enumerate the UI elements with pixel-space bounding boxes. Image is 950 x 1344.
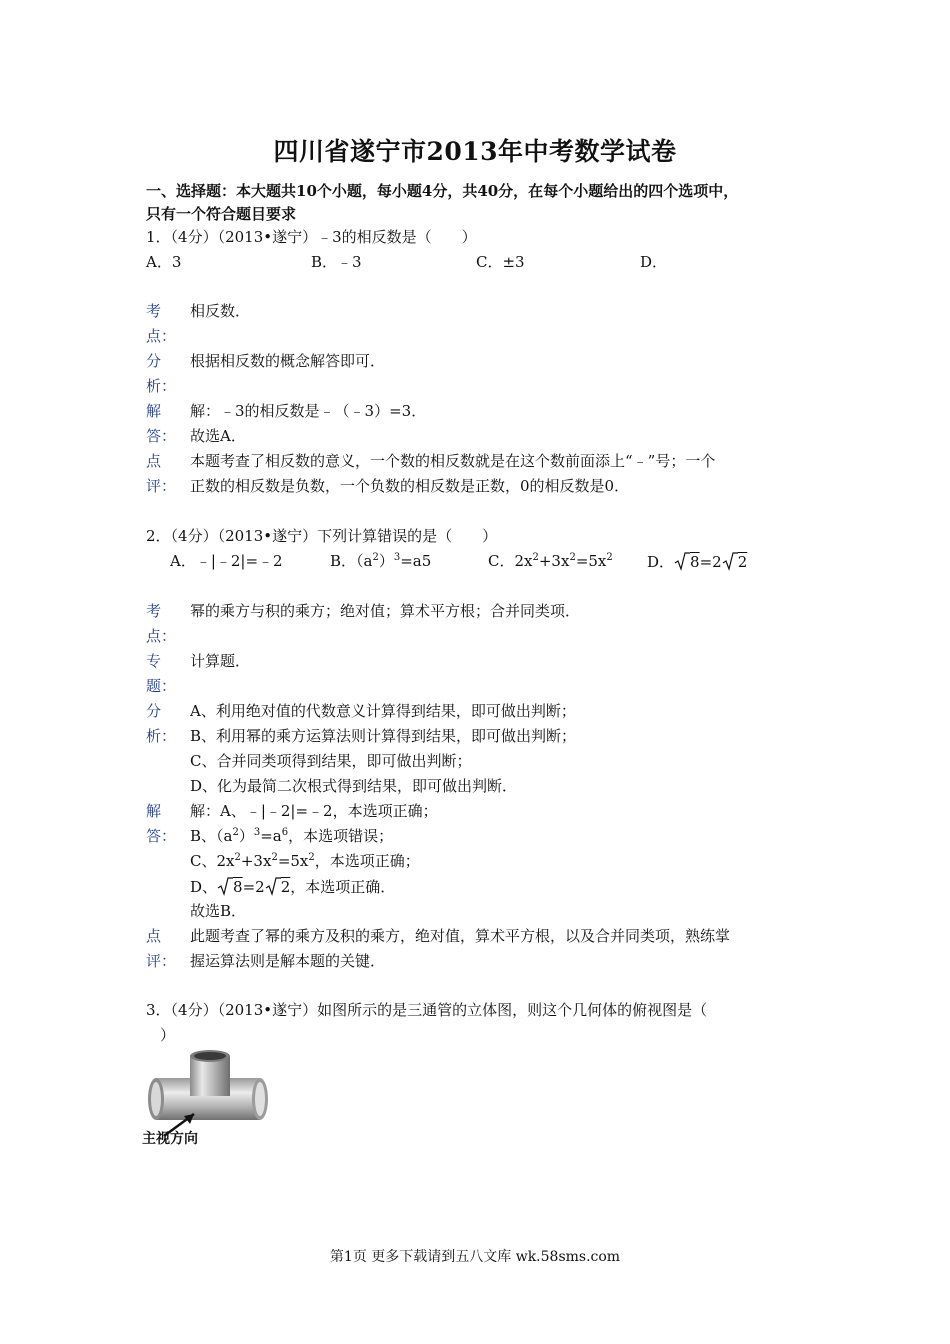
q2-label-zhuanti-2: 题： <box>146 677 177 695</box>
q2-stem: 2．（4分）（2013•遂宁）下列计算错误的是（ ） <box>146 527 498 545</box>
q2-option-d: D． 8=2 2 <box>647 553 748 571</box>
figure-caption: 主视方向 <box>142 1131 198 1147</box>
q2-fenxi-line3: C、合并同类项得到结果，即可做出判断； <box>190 752 472 770</box>
q2-dianping-line1: 此题考查了幂的乘方及积的乘方，绝对值，算术平方根，以及合并同类项，熟练掌 <box>190 927 731 945</box>
q1-kaodian: 相反数． <box>190 302 251 320</box>
sqrt-symbol-icon <box>674 551 690 571</box>
q1-option-a: A．3 <box>146 253 182 271</box>
page-footer: 第1页 更多下载请到五八文库 wk.58sms.com <box>329 1249 621 1265</box>
q1-label-dianping-2: 评： <box>146 477 177 495</box>
q2-zhuanti: 计算题． <box>190 652 251 670</box>
q1-label-kaodian-2: 点： <box>146 327 177 345</box>
page-title: 四川省遂宁市2013年中考数学试卷 <box>273 137 677 166</box>
sqrt-symbol-icon <box>217 876 233 896</box>
q1-option-d: D． <box>640 253 668 271</box>
q2-jieda-line3: C、$2x^2+3x^2=5x^2$，本选项正确； <box>190 852 420 870</box>
q2-label-dianping-2: 评： <box>146 952 177 970</box>
q1-dianping-line1: 本题考查了相反数的意义，一个数的相反数就是在这个数前面添上“﹣”号；一个 <box>190 452 716 470</box>
q2-option-b: B．$(a^2)^3=a5$ <box>330 552 432 570</box>
section-heading-line2: 只有一个符合题目要求 <box>146 205 297 223</box>
q1-option-b: B．﹣3 <box>311 253 362 271</box>
q3-stem-line1: 3．（4分）（2013•遂宁）如图所示的是三通管的立体图，则这个几何体的俯视图是（ <box>146 1001 708 1019</box>
q2-fenxi-line1: A、利用绝对值的代数意义计算得到结果，即可做出判断； <box>190 702 576 720</box>
q2-jieda-line5: 故选B． <box>190 902 247 920</box>
tee-pipe-figure <box>142 1048 272 1152</box>
q2-kaodian: 幂的乘方与积的乘方；绝对值；算术平方根；合并同类项． <box>190 602 581 620</box>
q2-fenxi-line4: D、化为最简二次根式得到结果，即可做出判断． <box>190 777 518 795</box>
q1-option-c: C．±3 <box>476 253 525 271</box>
q2-jieda-line2: B、$(a^2)^3=a^6$，本选项错误； <box>190 827 394 845</box>
sqrt-symbol-icon <box>722 551 738 571</box>
q2-label-jieda-1: 解 <box>146 802 162 820</box>
q2-jieda-line4: D、 8=2 2，本选项正确． <box>190 878 396 896</box>
q1-label-kaodian-1: 考 <box>146 302 162 320</box>
q1-label-jieda-2: 答： <box>146 427 177 445</box>
q1-dianping-line2: 正数的相反数是负数，一个负数的相反数是正数，0的相反数是0． <box>190 477 630 495</box>
q2-jieda-line1: 解：A、﹣|﹣2|=﹣2，本选项正确； <box>190 802 438 820</box>
q1-label-fenxi-1: 分 <box>146 352 162 370</box>
q2-label-fenxi-1: 分 <box>146 702 162 720</box>
q2-label-jieda-2: 答： <box>146 827 177 845</box>
q2-label-kaodian-2: 点： <box>146 627 177 645</box>
q2-dianping-line2: 握运算法则是解本题的关键． <box>190 952 386 970</box>
q1-stem: 1．（4分）（2013•遂宁）﹣3的相反数是（ ） <box>146 228 477 246</box>
sqrt-symbol-icon <box>265 876 281 896</box>
q1-label-jieda-1: 解 <box>146 402 162 420</box>
q1-fenxi: 根据相反数的概念解答即可． <box>190 352 386 370</box>
q2-label-fenxi-2: 析： <box>146 727 177 745</box>
q2-fenxi-line2: B、利用幂的乘方运算法则计算得到结果，即可做出判断； <box>190 727 577 745</box>
q1-label-fenxi-2: 析： <box>146 377 177 395</box>
q2-option-c: C．$2x^2+3x^2=5x^2$ <box>488 552 613 570</box>
q2-option-a: A．﹣|﹣2|=﹣2 <box>170 552 283 570</box>
q1-jieda-line2: 故选A． <box>190 427 246 445</box>
q2-label-zhuanti-1: 专 <box>146 652 162 670</box>
q1-label-dianping-1: 点 <box>146 452 162 470</box>
q2-label-kaodian-1: 考 <box>146 602 162 620</box>
section-heading-line1: 一、选择题：本大题共10个小题，每小题4分，共40分，在每个小题给出的四个选项中， <box>146 182 739 200</box>
q3-stem-line2: ） <box>160 1026 176 1044</box>
q2-label-dianping-1: 点 <box>146 927 162 945</box>
q1-jieda-line1: 解：﹣3的相反数是﹣（﹣3）=3． <box>190 402 427 420</box>
